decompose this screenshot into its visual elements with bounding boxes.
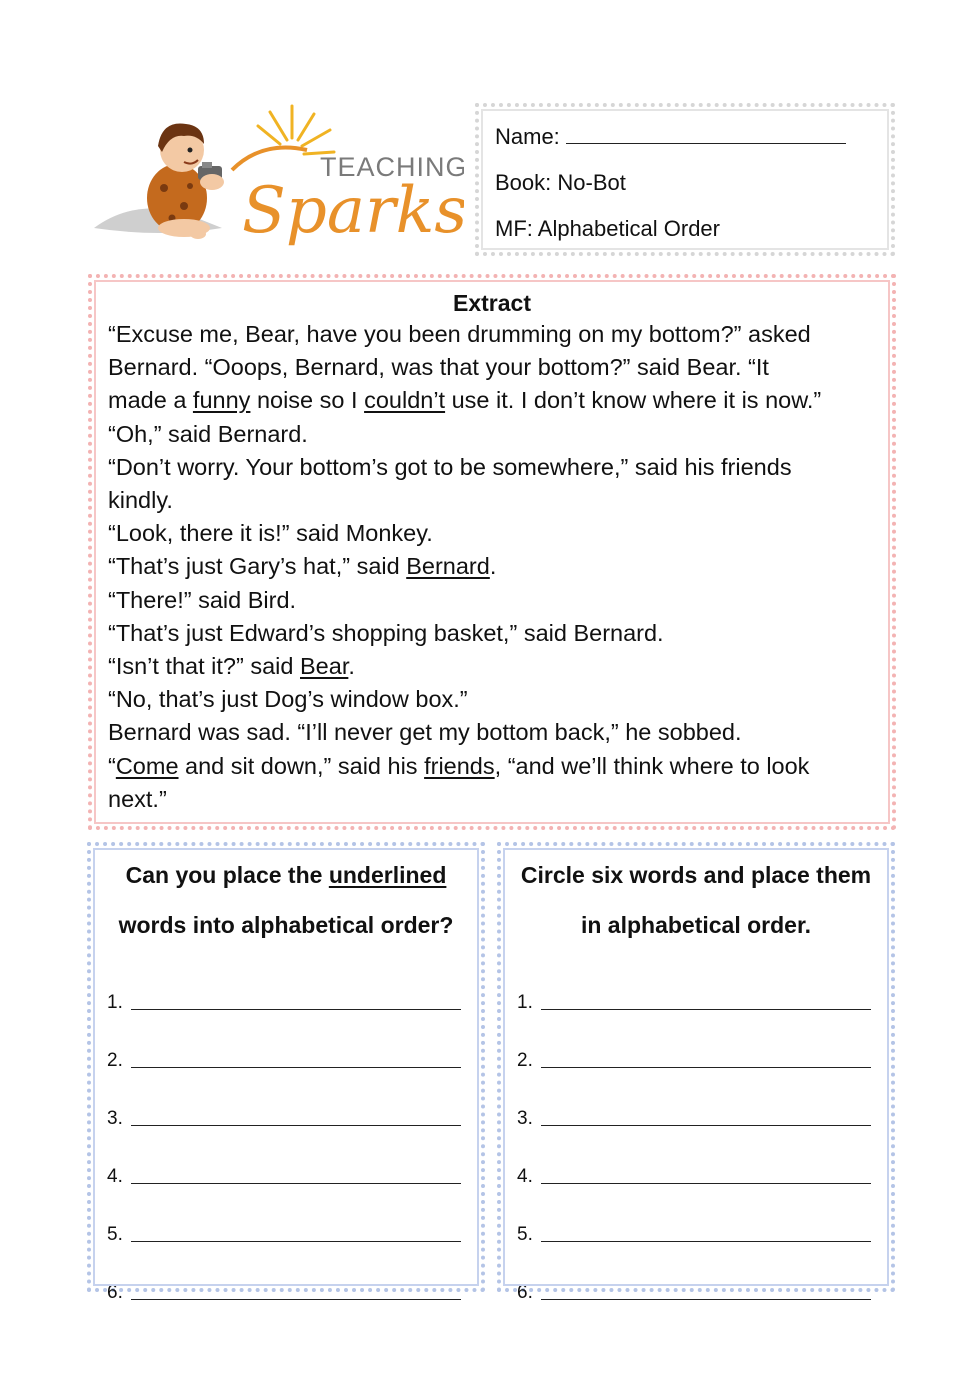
extract-line: “Look, there it is!” said Monkey. xyxy=(108,520,433,547)
extract-line: “No, that’s just Dog’s window box.” xyxy=(108,686,468,713)
extract-line: “Isn’t that it?” said Bear. xyxy=(108,653,355,680)
line-number: 2. xyxy=(107,1050,123,1071)
name-label: Name: xyxy=(495,124,560,149)
heading-text-line2: words into alphabetical order? xyxy=(118,912,454,938)
name-blank[interactable] xyxy=(566,123,846,144)
answer-rule[interactable] xyxy=(131,1182,461,1184)
line-number: 3. xyxy=(107,1108,123,1129)
focus-label: MF: Alphabetical Order xyxy=(495,216,720,241)
extract-line: “There!” said Bird. xyxy=(108,586,297,613)
answer-rule[interactable] xyxy=(541,1182,871,1184)
underlined-word: friends xyxy=(424,752,495,779)
extract-line: kindly. xyxy=(108,487,173,514)
line-number: 2. xyxy=(517,1050,533,1071)
underlined-word: funny xyxy=(192,387,251,414)
answer-line[interactable] xyxy=(517,1246,891,1304)
extract-line: “Excuse me, Bear, have you been drumming on my bottom?” asked xyxy=(108,321,811,347)
line-number: 6. xyxy=(107,1282,123,1303)
answer-line[interactable] xyxy=(107,1188,481,1246)
answer-line[interactable] xyxy=(107,1130,481,1188)
heading-underlined-word: underlined xyxy=(328,862,447,888)
extract-line: “That’s just Edward’s shopping basket,” said Bernard. xyxy=(108,619,664,646)
answer-line[interactable] xyxy=(517,1130,891,1188)
answer-rule[interactable] xyxy=(131,1240,461,1242)
extract-line: made a funny noise so I couldn’t use it. I don’t know where it is now.” xyxy=(108,387,822,414)
heading-text-line2: in alphabetical order. xyxy=(580,912,812,938)
line-number: 4. xyxy=(517,1166,533,1187)
line-number: 5. xyxy=(107,1224,123,1245)
line-number: 4. xyxy=(107,1166,123,1187)
extract-line: Bernard. “Ooops, Bernard, was that your bottom?” said Bear. “It xyxy=(108,354,769,381)
book-label: Book: No-Bot xyxy=(495,170,626,195)
answer-line[interactable] xyxy=(517,1072,891,1130)
answer-rule[interactable] xyxy=(541,1124,871,1126)
answer-rule[interactable] xyxy=(131,1298,461,1300)
question-circle-heading xyxy=(501,850,891,950)
underlined-word: Bernard xyxy=(406,553,490,580)
extract-line: next.” xyxy=(108,785,167,812)
answer-line[interactable] xyxy=(107,956,481,1014)
heading-text: Can you place the xyxy=(125,862,329,888)
answer-lines xyxy=(501,956,891,1304)
name-row xyxy=(495,123,891,169)
answer-line[interactable] xyxy=(107,1072,481,1130)
line-number: 1. xyxy=(517,992,533,1013)
answer-line[interactable] xyxy=(107,1014,481,1072)
question-circle-box xyxy=(497,842,895,1303)
answer-rule[interactable] xyxy=(131,1008,461,1010)
answer-rule[interactable] xyxy=(541,1008,871,1010)
answer-line[interactable] xyxy=(517,956,891,1014)
teaching-sparks-logo xyxy=(92,100,464,250)
extract-title: Extract xyxy=(453,290,531,316)
heading-text: Circle six words and place them xyxy=(520,862,872,888)
answer-rule[interactable] xyxy=(131,1066,461,1068)
extract-line: “Come and sit down,” said his friends, “and we’ll think where to look xyxy=(108,752,810,779)
answer-rule[interactable] xyxy=(541,1066,871,1068)
logo-brand-bottom: Sparks xyxy=(242,174,464,248)
extract-line: “Don’t worry. Your bottom’s got to be somewhere,” said his friends xyxy=(108,453,792,480)
question-underlined-box xyxy=(87,842,485,1303)
line-number: 1. xyxy=(107,992,123,1013)
extract-line: “Oh,” said Bernard. xyxy=(108,420,308,447)
extract-line: Bernard was sad. “I’ll never get my bottom back,” he sobbed. xyxy=(108,719,742,746)
logo-brand-top: TEACHING xyxy=(320,152,464,182)
extract-line: “That’s just Gary’s hat,” said Bernard. xyxy=(108,553,497,580)
caveman-icon xyxy=(147,123,224,239)
underlined-word: couldn’t xyxy=(364,387,446,414)
line-number: 5. xyxy=(517,1224,533,1245)
line-number: 3. xyxy=(517,1108,533,1129)
answer-rule[interactable] xyxy=(541,1298,871,1300)
extract-text xyxy=(108,318,876,816)
question-underlined-heading xyxy=(91,850,481,950)
answer-line[interactable] xyxy=(517,1188,891,1246)
answer-rule[interactable] xyxy=(131,1124,461,1126)
student-info-box xyxy=(475,103,895,256)
answer-rule[interactable] xyxy=(541,1240,871,1242)
extract-box xyxy=(88,274,896,830)
answer-line[interactable] xyxy=(107,1246,481,1304)
answer-line[interactable] xyxy=(517,1014,891,1072)
underlined-word: Come xyxy=(115,752,179,779)
underlined-word: Bear xyxy=(300,653,349,680)
line-number: 6. xyxy=(517,1282,533,1303)
answer-lines xyxy=(91,956,481,1304)
